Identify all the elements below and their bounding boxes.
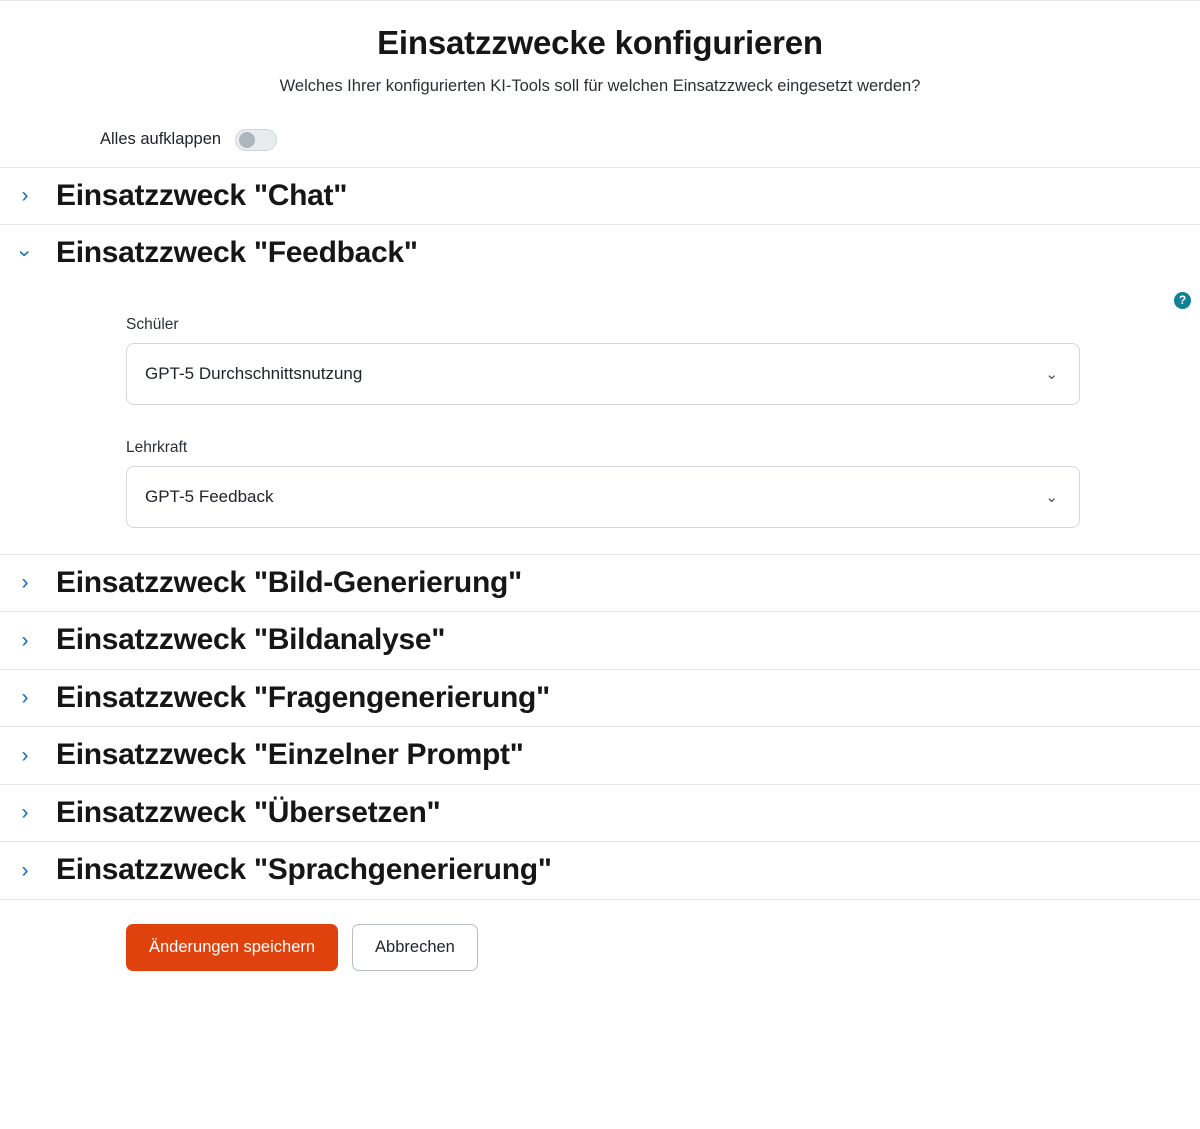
- page-subtitle: Welches Ihrer konfigurierten KI-Tools soll für welchen Einsatzzweck eingesetzt werden?: [279, 76, 921, 95]
- chevron-down-icon: ›: [13, 249, 37, 257]
- select-schueler[interactable]: GPT-5 Durchschnittsnutzung: [126, 343, 1080, 405]
- accordion-title: Einsatzzweck "Bildanalyse": [56, 623, 446, 657]
- field-label: Schüler: [126, 315, 179, 333]
- accordion-header-bildanalyse[interactable]: [0, 612, 1200, 669]
- chevron-right-icon: ›: [21, 686, 29, 710]
- help-icon[interactable]: ?: [1174, 292, 1191, 309]
- toggle-knob: [239, 132, 255, 148]
- accordion-item-bild-generierung: [0, 555, 1200, 613]
- chevron-right-icon: ›: [21, 858, 29, 882]
- accordion-item-uebersetzen: [0, 785, 1200, 843]
- select-lehrkraft[interactable]: GPT-5 Feedback: [126, 466, 1080, 528]
- save-button[interactable]: Änderungen speichern: [126, 924, 338, 972]
- accordion-header-chat[interactable]: [0, 168, 1200, 225]
- chevron-right-icon: ›: [21, 571, 29, 595]
- purposes-accordion: [0, 167, 1200, 900]
- expand-all-toggle[interactable]: [235, 129, 277, 151]
- accordion-title: Einsatzzweck "Bild-Generierung": [56, 565, 522, 599]
- accordion-item-einzelner-prompt: [0, 727, 1200, 785]
- page-header: [0, 1, 1200, 96]
- accordion-title: Einsatzzweck "Fragengenerierung": [56, 680, 550, 714]
- select-wrapper: [126, 466, 1080, 528]
- chevron-right-icon: ›: [21, 184, 29, 208]
- accordion-header-feedback[interactable]: [0, 225, 1200, 282]
- field-schueler: [126, 282, 1080, 405]
- cancel-button[interactable]: Abbrechen: [352, 924, 478, 972]
- accordion-title: Einsatzzweck "Feedback": [56, 236, 418, 270]
- field-label: Lehrkraft: [126, 438, 188, 456]
- chevron-right-icon: ›: [21, 743, 29, 767]
- field-lehrkraft: [126, 405, 1080, 528]
- select-wrapper: [126, 343, 1080, 405]
- accordion-header-einzelner-prompt[interactable]: [0, 727, 1200, 784]
- accordion-header-bild-generierung[interactable]: [0, 555, 1200, 612]
- accordion-title: Einsatzzweck "Chat": [56, 178, 348, 212]
- accordion-title: Einsatzzweck "Übersetzen": [56, 795, 441, 829]
- expand-all-row: [100, 129, 1200, 151]
- accordion-header-sprachgenerierung[interactable]: [0, 842, 1200, 899]
- chevron-down-icon: ⌄: [1045, 365, 1058, 383]
- accordion-body-feedback: [0, 282, 1200, 554]
- chevron-right-icon: ›: [21, 801, 29, 825]
- form-actions: [0, 900, 1200, 992]
- chevron-down-icon: ⌄: [1045, 488, 1058, 506]
- expand-all-label: Alles aufklappen: [100, 130, 222, 149]
- page-title: Einsatzzwecke konfigurieren: [377, 24, 823, 61]
- accordion-title: Einsatzzweck "Einzelner Prompt": [56, 738, 524, 772]
- accordion-item-feedback: [0, 225, 1200, 555]
- accordion-header-fragengenerierung[interactable]: [0, 670, 1200, 727]
- accordion-item-chat: [0, 168, 1200, 226]
- accordion-title: Einsatzzweck "Sprachgenerierung": [56, 853, 552, 887]
- accordion-item-sprachgenerierung: [0, 842, 1200, 900]
- accordion-item-bildanalyse: [0, 612, 1200, 670]
- chevron-right-icon: ›: [21, 628, 29, 652]
- accordion-item-fragengenerierung: [0, 670, 1200, 728]
- accordion-header-uebersetzen[interactable]: [0, 785, 1200, 842]
